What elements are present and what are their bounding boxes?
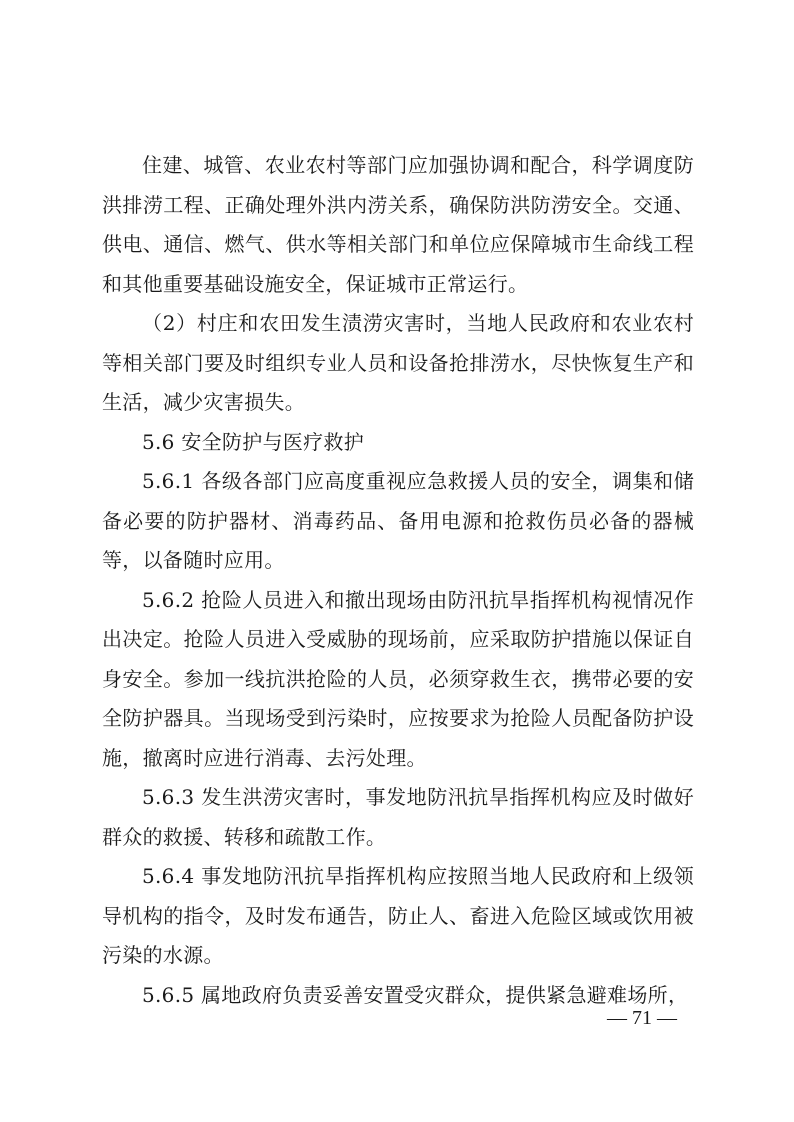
paragraph-5-6-4: 5.6.4 事发地防汛抗旱指挥机构应按照当地人民政府和上级领导机构的指令，及时发布通告，防止人、畜进入危险区域或饮用被污染的水源。 [102, 864, 694, 967]
page-number: — 71 — [607, 1007, 677, 1029]
paragraph-5-6-5: 5.6.5 属地政府负责妥善安置受灾群众，提供紧急避难场所， [142, 982, 689, 1007]
paragraph-village-waterlogging: （2）村庄和农田发生渍涝灾害时，当地人民政府和农业农村等相关部门要及时组织专业人员和设备抢排涝水，尽快恢复生产和生活，减少灾害损失。 [102, 311, 694, 414]
paragraph-infrastructure: 住建、城管、农业农村等部门应加强协调和配合，科学调度防洪排涝工程、正确处理外洪内涝关系，确保防洪防涝安全。交通、供电、通信、燃气、供水等相关部门和单位应保障城市生命线工程和其他重要基础设施安全，保证城市正常运行。 [102, 153, 694, 296]
paragraph-5-6-2: 5.6.2 抢险人员进入和撤出现场由防汛抗旱指挥机构视情况作出决定。抢险人员进入受威胁的现场前，应采取防护措施以保证自身安全。参加一线抗洪抢险的人员，必须穿救生衣，携带必要的安全防护器具。当现场受到污染时，应按要求为抢险人员配备防护设施，撤离时应进行消毒、去污处理。 [102, 587, 694, 770]
paragraph-5-6-3: 5.6.3 发生洪涝灾害时，事发地防汛抗旱指挥机构应及时做好群众的救援、转移和疏散工作。 [102, 785, 694, 849]
section-heading-5-6: 5.6 安全防护与医疗救护 [142, 429, 365, 454]
body-text [102, 146, 694, 1015]
paragraph-5-6-1: 5.6.1 各级各部门应高度重视应急救援人员的安全，调集和储备必要的防护器材、消毒药品、备用电源和抢救伤员必备的器械等，以备随时应用。 [102, 469, 694, 572]
